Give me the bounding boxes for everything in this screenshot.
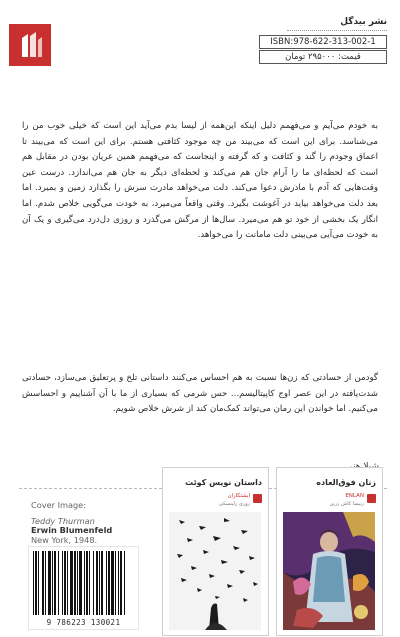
price-label: قیمت: ۲۹۵۰۰۰ تومان <box>259 50 387 64</box>
cover-image-title: Teddy Thurman <box>31 515 95 526</box>
cover-image-place: New York, 1948. <box>31 534 98 545</box>
excerpt-text: به خودم می‌آیم و می‌فهمم دلیل اینکه این‌همه از لیسا بدم می‌آید این است که خیلی خوب من را می‌شناسد. برای این است که می‌بیند من چه موجود کثافتی هستم. برای این است که می‌بیند تا اعماق وجودم را گند و کثافت و که گرفته و اینجاست که می‌فهمم همین عریان بودن در مقابل هم است که لحظه‌ای ما را آرام جان هم می‌کند و لحظه‌ای دیگر به جان هم می‌اندازد. درست عین وقت‌هایی که آدم با مادرش دعوا می‌کند. دلت می‌خواهد مادرت سرش را بگذارد زمین و بمیرد. اما بعد دلت می‌خواهد بیاید در آغوشت بگیرد. وقتی واقعاً می‌میرد، به خودت می‌گویی خلاص شدم. اما انگار یک بخشی از خود تو هم می‌میرد. سال‌ها از مرگش می‌گذرد و روزی دل‌درد می‌گیری و یک آن به خودت می‌آیی می‌بینی دلت مامانت را می‌خواهد. <box>22 121 378 241</box>
publisher-logo <box>9 24 51 66</box>
book-2-series: داستان نویس کوئت <box>185 478 262 487</box>
book-cover-1 <box>276 467 383 636</box>
excerpt-paragraph <box>22 119 378 244</box>
book-1-badge-icon <box>367 494 376 503</box>
book-2-author: روزی زلینسکی <box>218 501 250 507</box>
cover-image-heading: Cover Image: <box>31 500 86 510</box>
publisher-separator <box>287 30 387 31</box>
barcode-digits: 9 786223 130021 <box>46 618 121 627</box>
book-1-title: ENLAN <box>345 493 364 499</box>
book-2-title: ایشتکاران <box>227 493 250 499</box>
review-paragraph <box>22 371 378 418</box>
book-1-artwork-image <box>283 512 375 630</box>
book-cover-2 <box>162 467 269 636</box>
book-1-author: زنیسا کاش زرین <box>329 501 364 507</box>
barcode <box>28 546 139 630</box>
isbn-label: ISBN:978-622-313-002-1 <box>259 35 387 49</box>
barcode-bar <box>125 551 128 615</box>
book-2-badge-icon <box>253 494 262 503</box>
bidgol-logo-icon <box>9 24 51 66</box>
publisher-name: نشر بیدگل <box>340 17 387 27</box>
barcode-bars <box>33 551 134 615</box>
cover-image-credit <box>31 501 112 545</box>
book-2-artwork-image <box>169 512 261 630</box>
review-text: گودمن از حسادتی که زن‌ها نسبت به هم احساس می‌کنند داستانی تلخ و پرتعلیق می‌سازد، حسادتی شدت‌یافته در این عصر اوج کاپیتالیسم... حس شرمی که بسیاری از ما با آن آشناییم و احساسش می‌کنیم. اما خواندن این رمان می‌تواند کمک‌مان کند از شرش خلاص شویم. <box>22 373 378 415</box>
book-1-series: زنان فوق‌العاده <box>316 478 376 487</box>
cover-image-artist: Erwin Blumenfeld <box>31 525 113 535</box>
